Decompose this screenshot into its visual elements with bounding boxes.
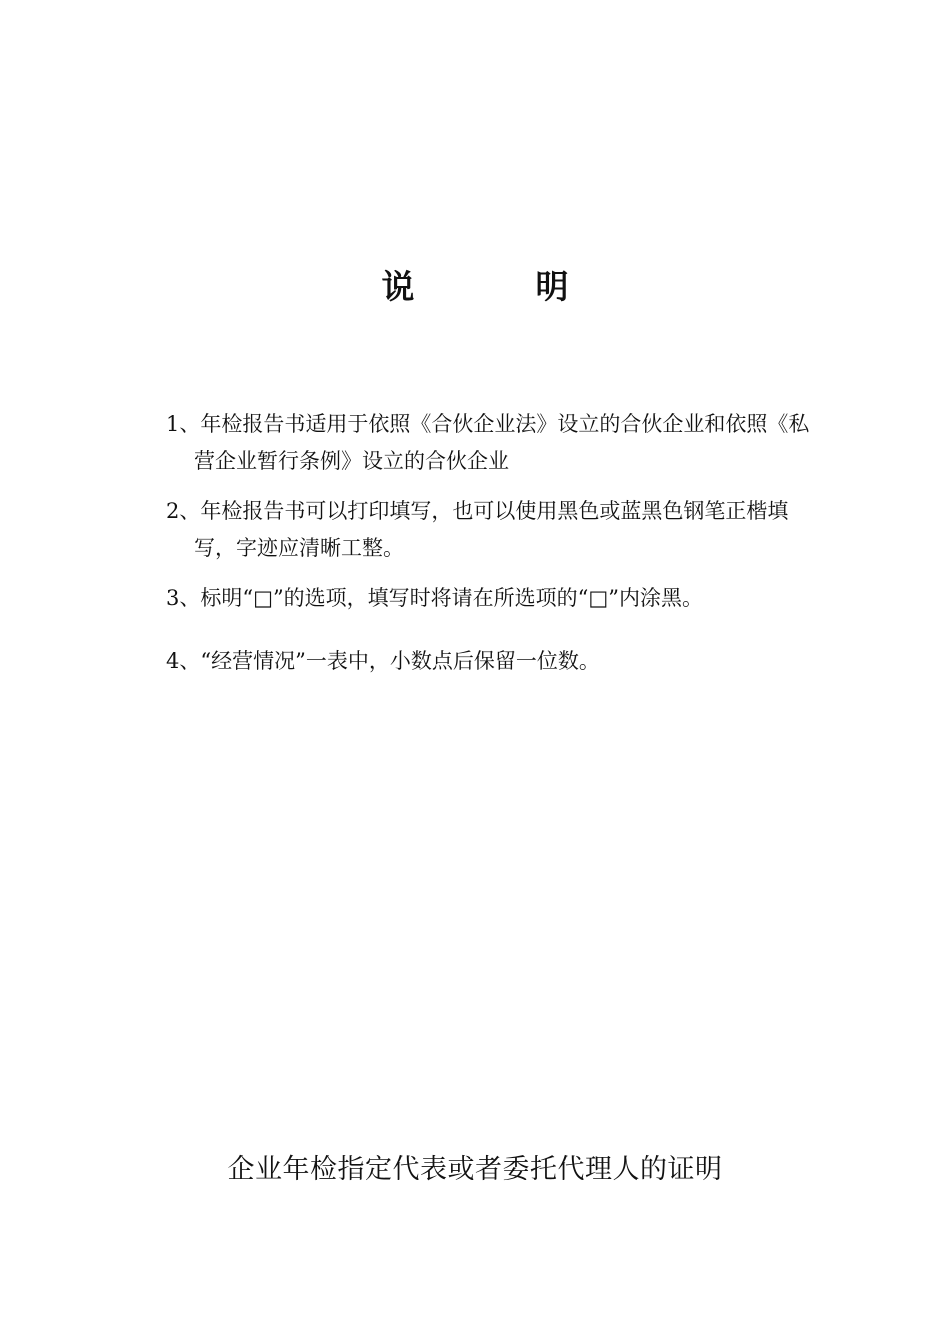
certificate-heading: 企业年检指定代表或者委托代理人的证明 xyxy=(227,1154,723,1185)
instruction-item: 4、“经营情况”一表中，小数点后保留一位数。 xyxy=(166,649,600,673)
page-title: 说 明 xyxy=(381,267,613,306)
instruction-item: 2、年检报告书可以打印填写，也可以使用黑色或蓝黑色钢笔正楷填写，字迹应清晰工整。 xyxy=(166,499,789,560)
instruction-item: 3、标明“□”的选项，填写时将请在所选项的“□”内涂黑。 xyxy=(166,586,703,610)
instruction-item: 1、年检报告书适用于依照《合伙企业法》设立的合伙企业和依照《私营企业暂行条例》设立的合伙企业 xyxy=(166,412,810,473)
instructions-list xyxy=(166,406,826,680)
